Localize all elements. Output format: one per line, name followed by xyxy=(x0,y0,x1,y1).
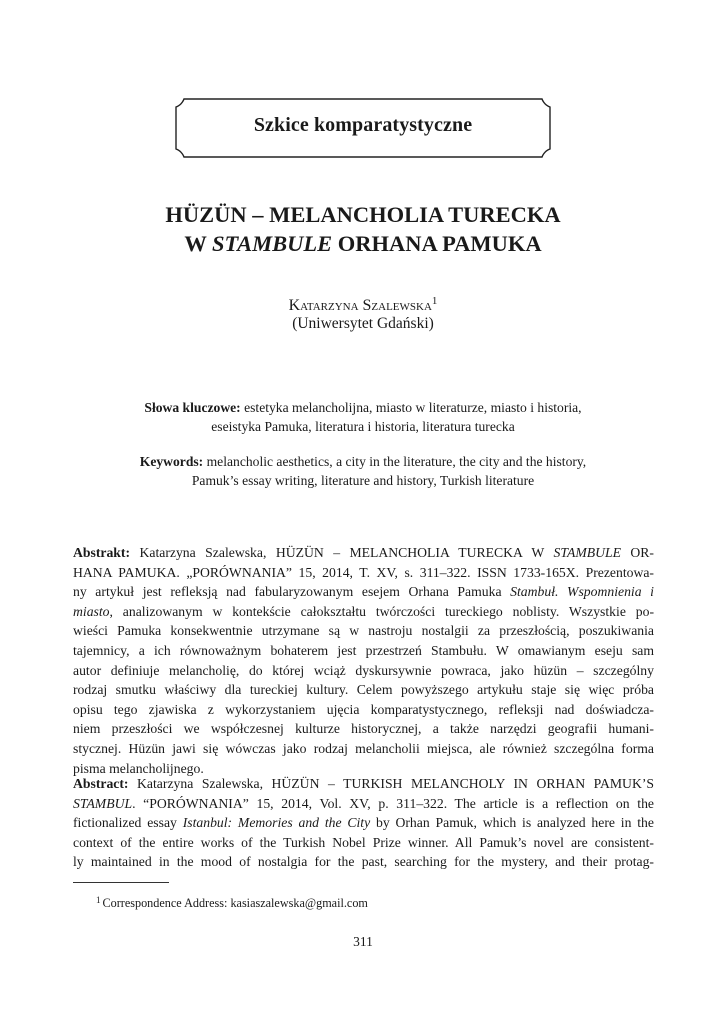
keywords-pl-label: Słowa kluczowe: xyxy=(144,400,241,415)
abstract-en-label: Abstract: xyxy=(73,776,129,791)
keywords-english: Keywords: melancholic aesthetics, a city in the literature, the city and the history, Pamuk’s essay writing, literature and history, Turkish literature xyxy=(139,454,587,488)
abstract-pl-label: Abstrakt: xyxy=(73,545,131,560)
section-title: Szkice komparatystyczne xyxy=(253,114,473,136)
abstract-english: Abstract: Katarzyna Szalewska, HÜZÜN – TURKISH MELANCHOLY IN ORHAN PAMUK’S STAMBUL. “PORÓWNANIA” 15, 2014, Vol. XV, p. 311–322. The article is a reflection on the fictionalized essay Istanbul: Memories and the City by Orhan Pamuk, which is analyzed here in the context of the entire works of the Turkish Nobel Prize winner. All Pamuk’s novel are consistent- ly maintained in the mood of nostalgia for the past, searching for the mystery, and their protag- xyxy=(73,776,654,870)
section-header-frame xyxy=(170,93,556,163)
author-affiliation: (Uniwersytet Gdański) xyxy=(292,315,434,332)
keywords-polish: Słowa kluczowe: estetyka melancholijna, miasto w literaturze, miasto i historia, eseistyka Pamuka, literatura i historia, literatura turecka xyxy=(144,400,582,434)
footnote-mark: 1 xyxy=(96,895,101,905)
article-title-line-2: W STAMBULE ORHANA PAMUKA xyxy=(184,231,542,256)
footnote-separator xyxy=(73,882,169,883)
article-title-line-1: HÜZÜN – MELANCHOLIA TURECKA xyxy=(165,202,561,227)
author-footnote-mark: 1 xyxy=(431,295,438,307)
keywords-en-label: Keywords: xyxy=(139,454,204,469)
page-number: 311 xyxy=(353,934,373,949)
title-italic-part: STAMBULE xyxy=(212,231,333,256)
author-name: Katarzyna Szalewska$^1$ xyxy=(288,295,438,314)
footnote xyxy=(96,892,656,911)
footnote-text: Correspondence Address: kasiaszalewska@gmail.com xyxy=(102,896,368,910)
abstract-polish: Abstrakt: Katarzyna Szalewska, HÜZÜN – MELANCHOLIA TURECKA W STAMBULE OR- HANA PAMUKA. „PORÓWNANIA” 15, 2014, T. XV, s. 311–322. ISSN 1733-165X. Prezentowa- ny artykuł jest refleksją nad fabularyzowanym esejem Orhana Pamuka Stambuł. Wspomnienia i miasto, analizowanym w kontekście całokształtu twórczości tureckiego noblisty. Wszystkie po- wieści Pamuka konsekwentnie utrzymane są w nastroju nostalgii za przeszłością, poszukiwania tajemnicy, a ich równoważnym bohaterem jest przestrzeń Stambułu. W omawianym eseju sam autor definiuje melancholię, do której wciąż dyskursywnie powraca, jako hüzün – szczególny rodzaj smutku właściwy dla tureckiej kultury. Celem powyższego artykułu staje się więc próba opisu tego zjawiska z wykorzystaniem ujęcia komparatystycznego, refleksji nad doświadcza- niem przeszłości we współczesnej kulturze historycznej, a także narzędzi geografii humani- stycznej. Hüzün jawi się wówczas jako rodzaj melancholii miejsca, ale również szczególna forma pisma melancholijnego. xyxy=(73,545,654,776)
